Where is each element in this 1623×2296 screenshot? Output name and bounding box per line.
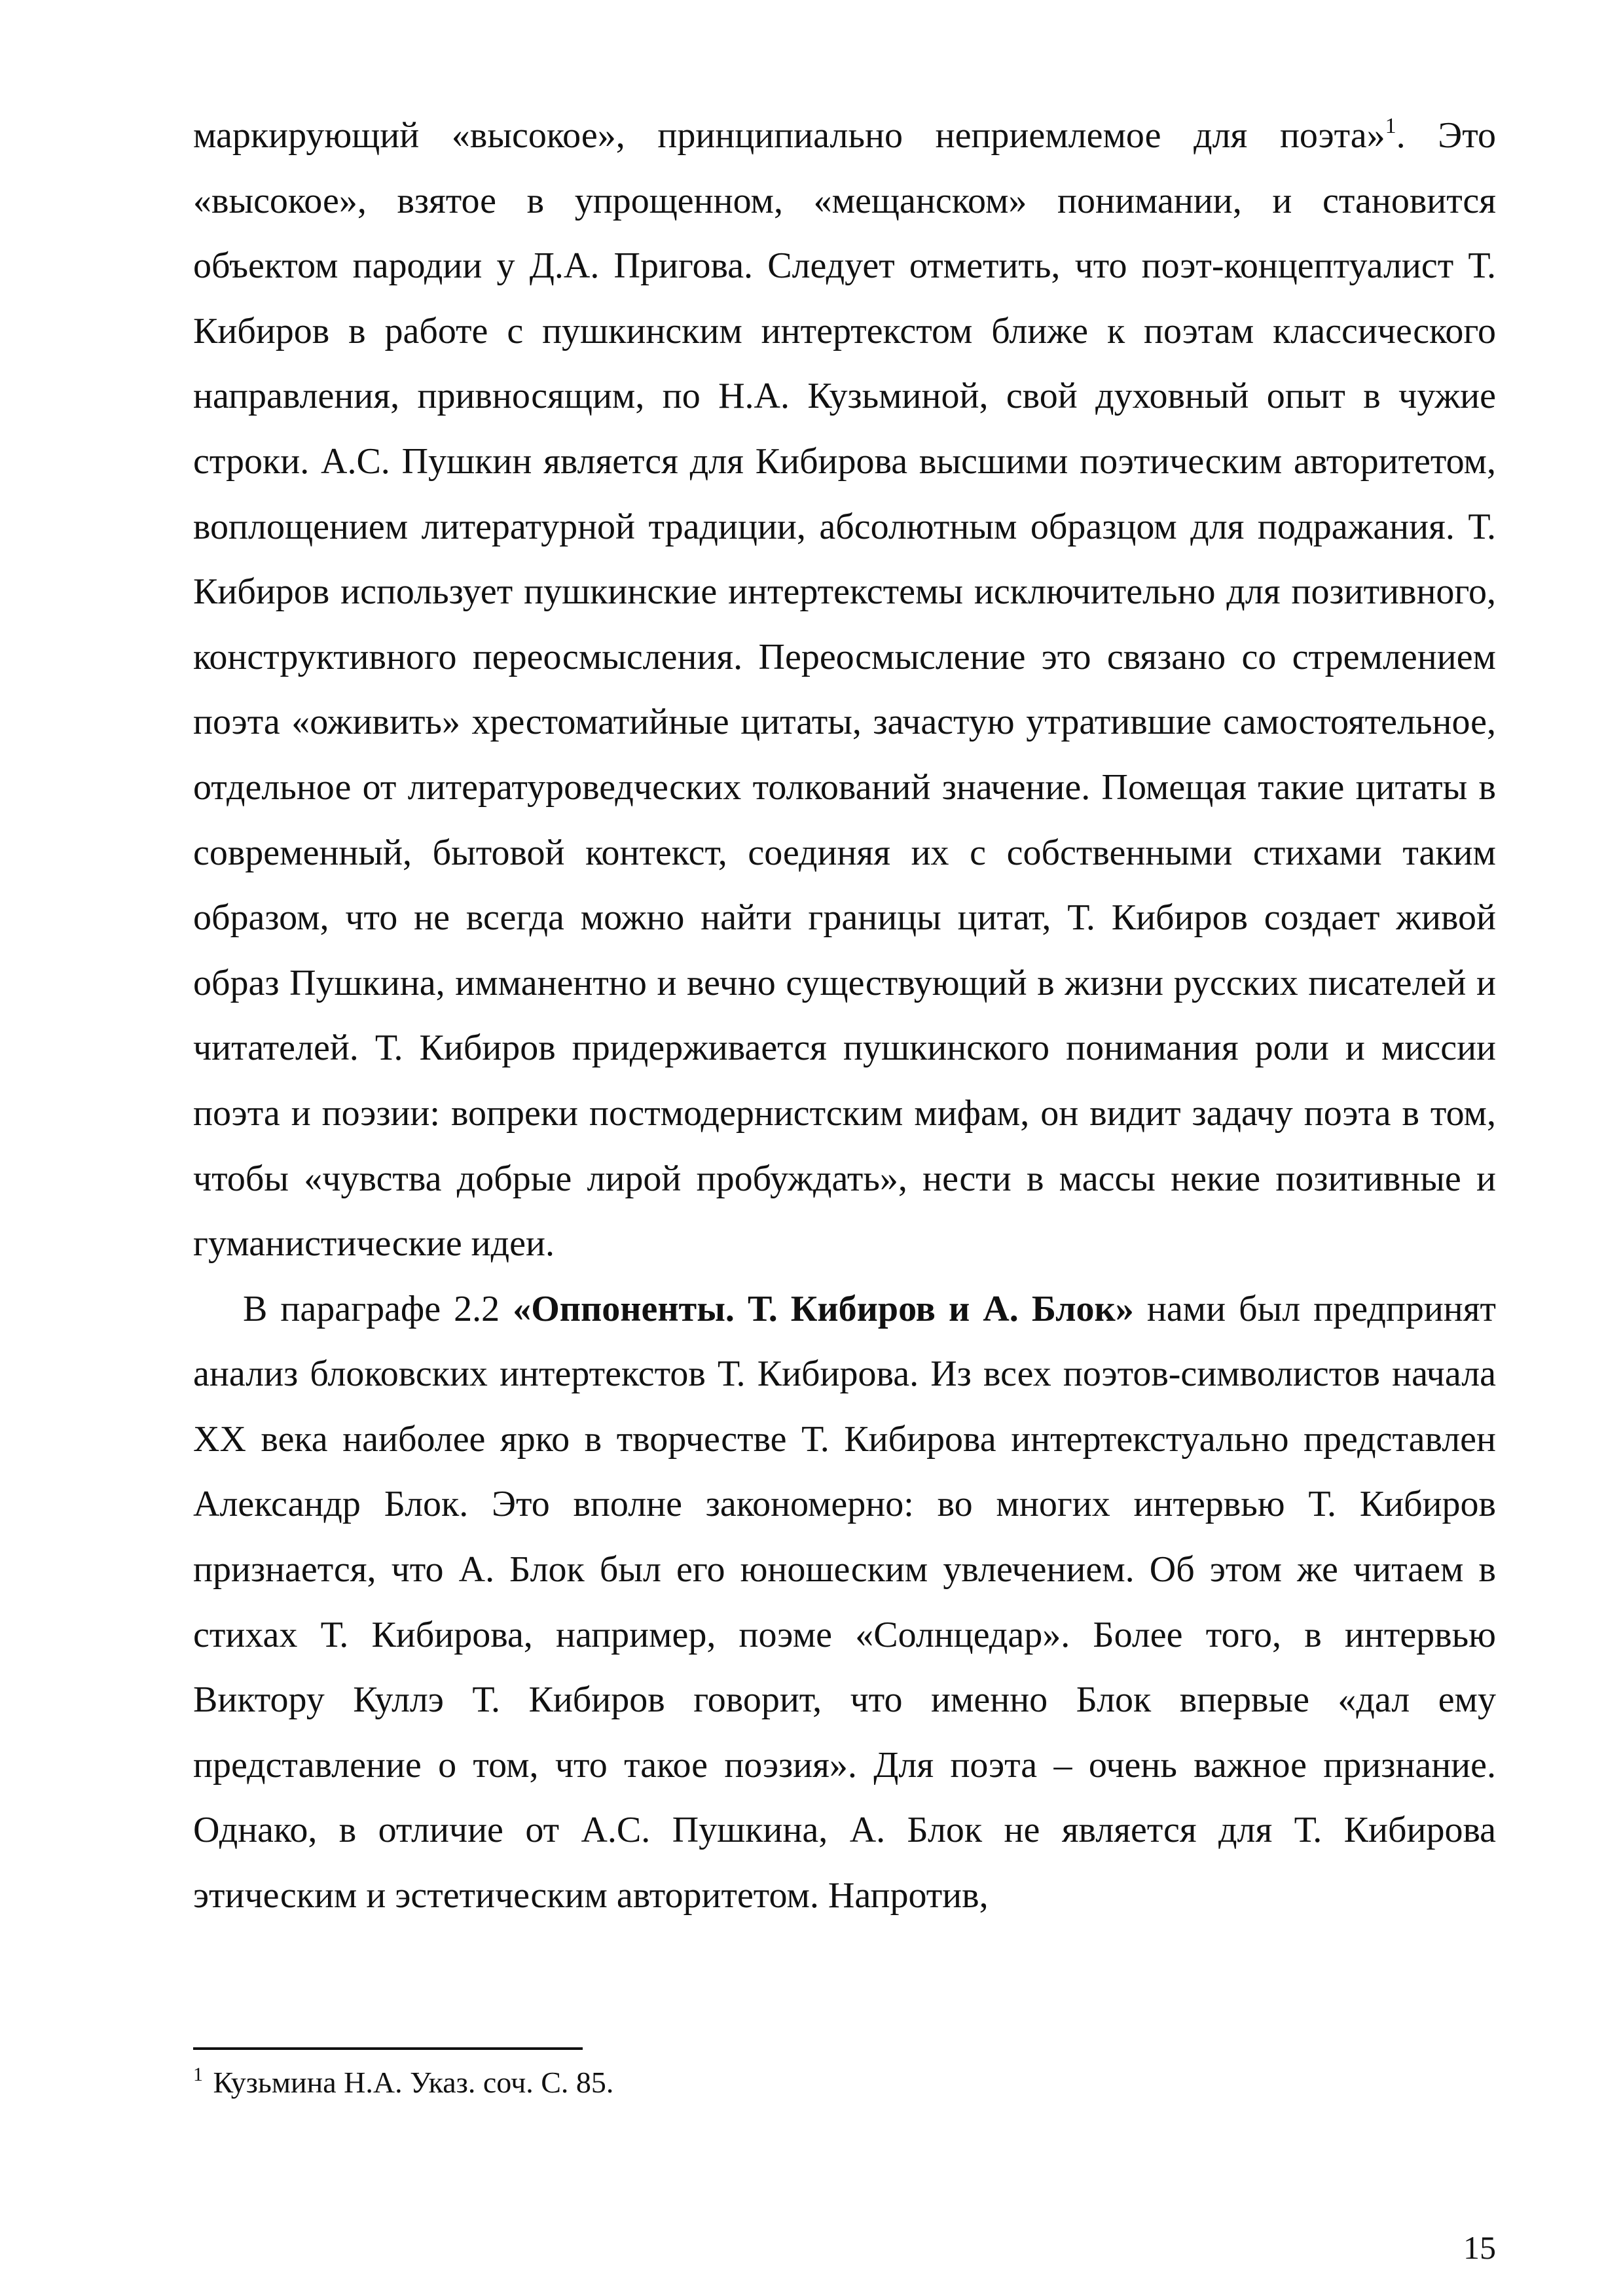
section-title-bold: «Оппоненты. Т. Кибиров и А. Блок» — [513, 1288, 1134, 1329]
footnote-reference: 1 — [1385, 114, 1396, 138]
page-number: 15 — [1463, 2229, 1496, 2266]
footnote-separator — [193, 2047, 583, 2050]
paragraph-1-text-rest: . Это «высокое», взятое в упрощенном, «мещанском» понимании, и становится объектом пародии у Д.А. Пригова. Следует отметить, что поэт-концептуалист Т. Кибиров в работе с пушкинским интертекстом ближе к поэтам классического направления, привносящим, по Н.А. Кузьминой, свой духовный опыт в чужие строки. А.С. Пушкин является для Кибирова высшими поэтическим авторитетом, воплощением литературной традиции, абсолютным образцом для подражания. Т. Кибиров использует пушкинские интертекстемы исключительно для позитивного, конструктивного переосмысления. Переосмысление это связано со стремлением поэта «оживить» хрестоматийные цитаты, зачастую утратившие самостоятельное, отдельное от литературоведческих толкований значение. Помещая такие цитаты в современный, бытовой контекст, соединяя их с собственными стихами таким образом, что не всегда можно найти границы цитат, Т. Кибиров создает живой образ Пушкина, имманентно и вечно существующий в жизни русских писателей и читателей. Т. Кибиров придерживается пушкинского понимания роли и миссии поэта и поэзии: вопреки постмодернистским мифам, он видит задачу поэта в том, чтобы «чувства добрые лирой пробуждать», нести в массы некие позитивные и гуманистические идеи. — [193, 115, 1497, 1265]
paragraph-2 — [193, 1277, 1496, 1929]
footnote-marker: 1 — [193, 2064, 203, 2085]
paragraph-1 — [193, 103, 1496, 1277]
paragraph-2-text: нами был предпринят анализ блоковских интертекстов Т. Кибирова. Из всех поэтов-символистов начала XX века наиболее ярко в творчестве Т. Кибирова интертекстуально представлен Александр Блок. Это вполне закономерно: во многих интервью Т. Кибиров признается, что А. Блок был его юношеским увлечением. Об этом же читаем в стихах Т. Кибирова, например, поэме «Солнцедар». Более того, в интервью Виктору Куллэ Т. Кибиров говорит, что именно Блок впервые «дал ему представление о том, что такое поэзия». Для поэта – очень важное признание. Однако, в отличие от А.С. Пушкина, А. Блок не является для Т. Кибирова этическим и эстетическим авторитетом. Напротив, — [193, 1288, 1497, 1916]
paragraph-1-text-start: маркирующий «высокое», принципиально неприемлемое для поэта» — [193, 115, 1385, 156]
footnote — [193, 2063, 1175, 2102]
paragraph-2-lead: В параграфе 2.2 — [243, 1288, 513, 1329]
body-text — [193, 103, 1496, 1929]
footnote-text: Кузьмина Н.А. Указ. соч. С. 85. — [206, 2066, 614, 2099]
